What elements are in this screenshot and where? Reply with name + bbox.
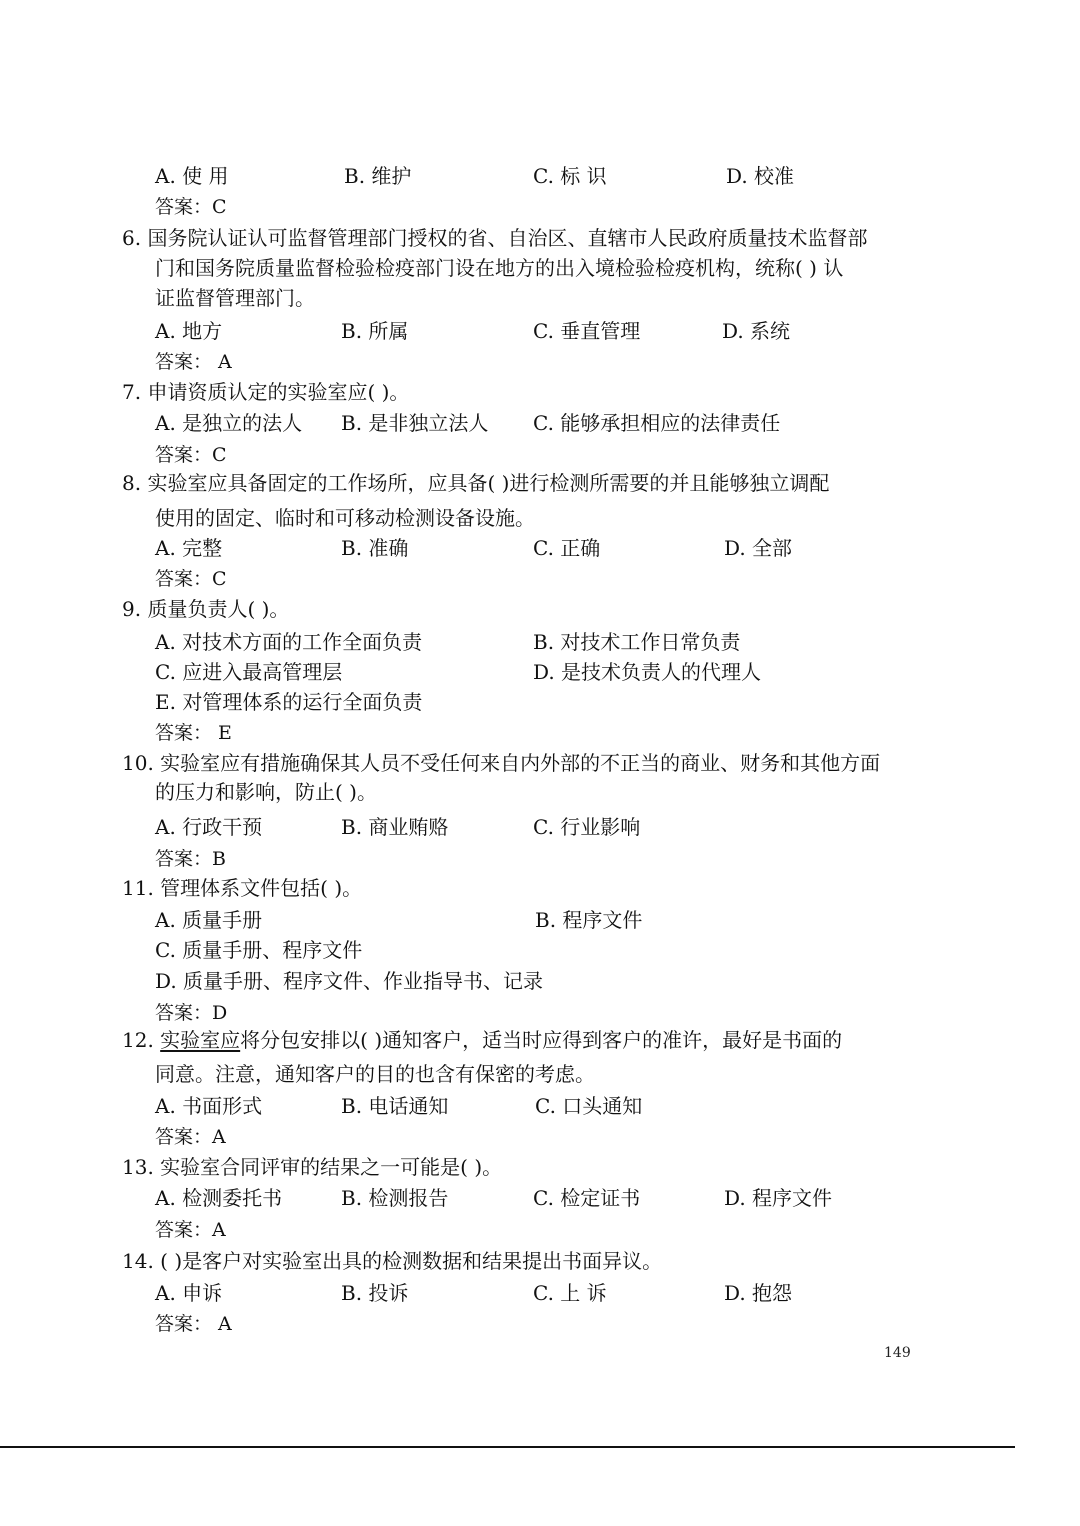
q11-option-c: C. 质量手册、程序文件 <box>155 938 363 962</box>
answer-line: 答案：C <box>155 196 227 218</box>
q11-answer: 答案：D <box>155 1002 228 1024</box>
option-c: C. 标 识 <box>533 164 607 188</box>
q6-option-b: B. 所属 <box>341 319 409 343</box>
option-d: D. 校准 <box>726 164 795 188</box>
question-10-stem-line2: 的压力和影响，防止( )。 <box>155 780 377 804</box>
q11-option-d: D. 质量手册、程序文件、作业指导书、记录 <box>155 969 544 993</box>
q6-option-c: C. 垂直管理 <box>533 319 641 343</box>
q9-answer: 答案： E <box>155 722 232 744</box>
question-12-stem-line1 <box>122 1025 842 1055</box>
option-a: A. 使 用 <box>155 164 229 188</box>
q11-option-b: B. 程序文件 <box>535 908 643 932</box>
question-9-stem: 9. 质量负责人( )。 <box>122 597 290 621</box>
q10-answer: 答案：B <box>155 848 226 870</box>
q12-stem-rest: 将分包安排以( )通知客户，适当时应得到客户的准许，最好是书面的 <box>240 1028 843 1052</box>
q7-option-a: A. 是独立的法人 <box>155 411 303 435</box>
q13-option-d: D. 程序文件 <box>724 1186 833 1210</box>
q8-answer: 答案：C <box>155 568 227 590</box>
question-6-stem-line2: 门和国务院质量监督检验检疫部门设在地方的出入境检验检疫机构，统称( ) 认 <box>155 256 844 280</box>
q10-option-a: A. 行政干预 <box>155 815 263 839</box>
question-13-stem: 13. 实验室合同评审的结果之一可能是( )。 <box>122 1155 503 1179</box>
q12-answer: 答案：A <box>155 1126 226 1148</box>
q12-underlined-text: 实验室应 <box>160 1028 241 1052</box>
q7-option-b: B. 是非独立法人 <box>341 411 489 435</box>
q7-option-c: C. 能够承担相应的法律责任 <box>533 411 781 435</box>
bottom-rule <box>0 1446 1015 1448</box>
page-number: 149 <box>884 1345 911 1361</box>
q13-answer: 答案：A <box>155 1219 226 1241</box>
q8-option-a: A. 完整 <box>155 536 223 560</box>
q9-option-b: B. 对技术工作日常负责 <box>533 630 741 654</box>
q8-option-d: D. 全部 <box>724 536 793 560</box>
q14-option-d: D. 抱怨 <box>724 1281 793 1305</box>
q10-option-c: C. 行业影响 <box>533 815 641 839</box>
q9-option-a: A. 对技术方面的工作全面负责 <box>155 630 423 654</box>
question-14-stem: 14. ( )是客户对实验室出具的检测数据和结果提出书面异议。 <box>122 1249 663 1273</box>
q12-number: 12. <box>122 1028 161 1052</box>
q14-option-b: B. 投诉 <box>341 1281 409 1305</box>
q8-option-b: B. 准确 <box>341 536 409 560</box>
q12-option-c: C. 口头通知 <box>535 1094 643 1118</box>
q13-option-b: B. 检测报告 <box>341 1186 449 1210</box>
q6-option-a: A. 地方 <box>155 319 223 343</box>
q9-option-c: C. 应进入最高管理层 <box>155 660 343 684</box>
q13-option-c: C. 检定证书 <box>533 1186 641 1210</box>
q11-option-a: A. 质量手册 <box>155 908 263 932</box>
q8-option-c: C. 正确 <box>533 536 601 560</box>
option-b: B. 维护 <box>344 164 412 188</box>
q6-answer: 答案： A <box>155 351 232 373</box>
question-12-stem-line2: 同意。注意，通知客户的目的也含有保密的考虑。 <box>155 1062 595 1086</box>
q10-option-b: B. 商业贿赂 <box>341 815 449 839</box>
q9-option-d: D. 是技术负责人的代理人 <box>533 660 762 684</box>
question-11-stem: 11. 管理体系文件包括( )。 <box>122 876 363 900</box>
q12-option-a: A. 书面形式 <box>155 1094 263 1118</box>
question-10-stem-line1: 10. 实验室应有措施确保其人员不受任何来自内外部的不正当的商业、财务和其他方面 <box>122 751 881 775</box>
q12-option-b: B. 电话通知 <box>341 1094 449 1118</box>
question-6-stem-line3: 证监督管理部门。 <box>155 286 315 310</box>
question-8-stem-line1: 8. 实验室应具备固定的工作场所，应具备( )进行检测所需要的并且能够独立调配 <box>122 471 830 495</box>
q6-option-d: D. 系统 <box>722 319 791 343</box>
q14-answer: 答案： A <box>155 1313 232 1335</box>
question-6-stem-line1: 6. 国务院认证认可监督管理部门授权的省、自治区、直辖市人民政府质量技术监督部 <box>122 226 868 250</box>
q14-option-c: C. 上 诉 <box>533 1281 607 1305</box>
q9-option-e: E. 对管理体系的运行全面负责 <box>155 690 423 714</box>
question-8-stem-line2: 使用的固定、临时和可移动检测设备设施。 <box>155 506 535 530</box>
question-7-stem: 7. 申请资质认定的实验室应( )。 <box>122 380 410 404</box>
q7-answer: 答案：C <box>155 444 227 466</box>
q14-option-a: A. 申诉 <box>155 1281 223 1305</box>
q13-option-a: A. 检测委托书 <box>155 1186 283 1210</box>
